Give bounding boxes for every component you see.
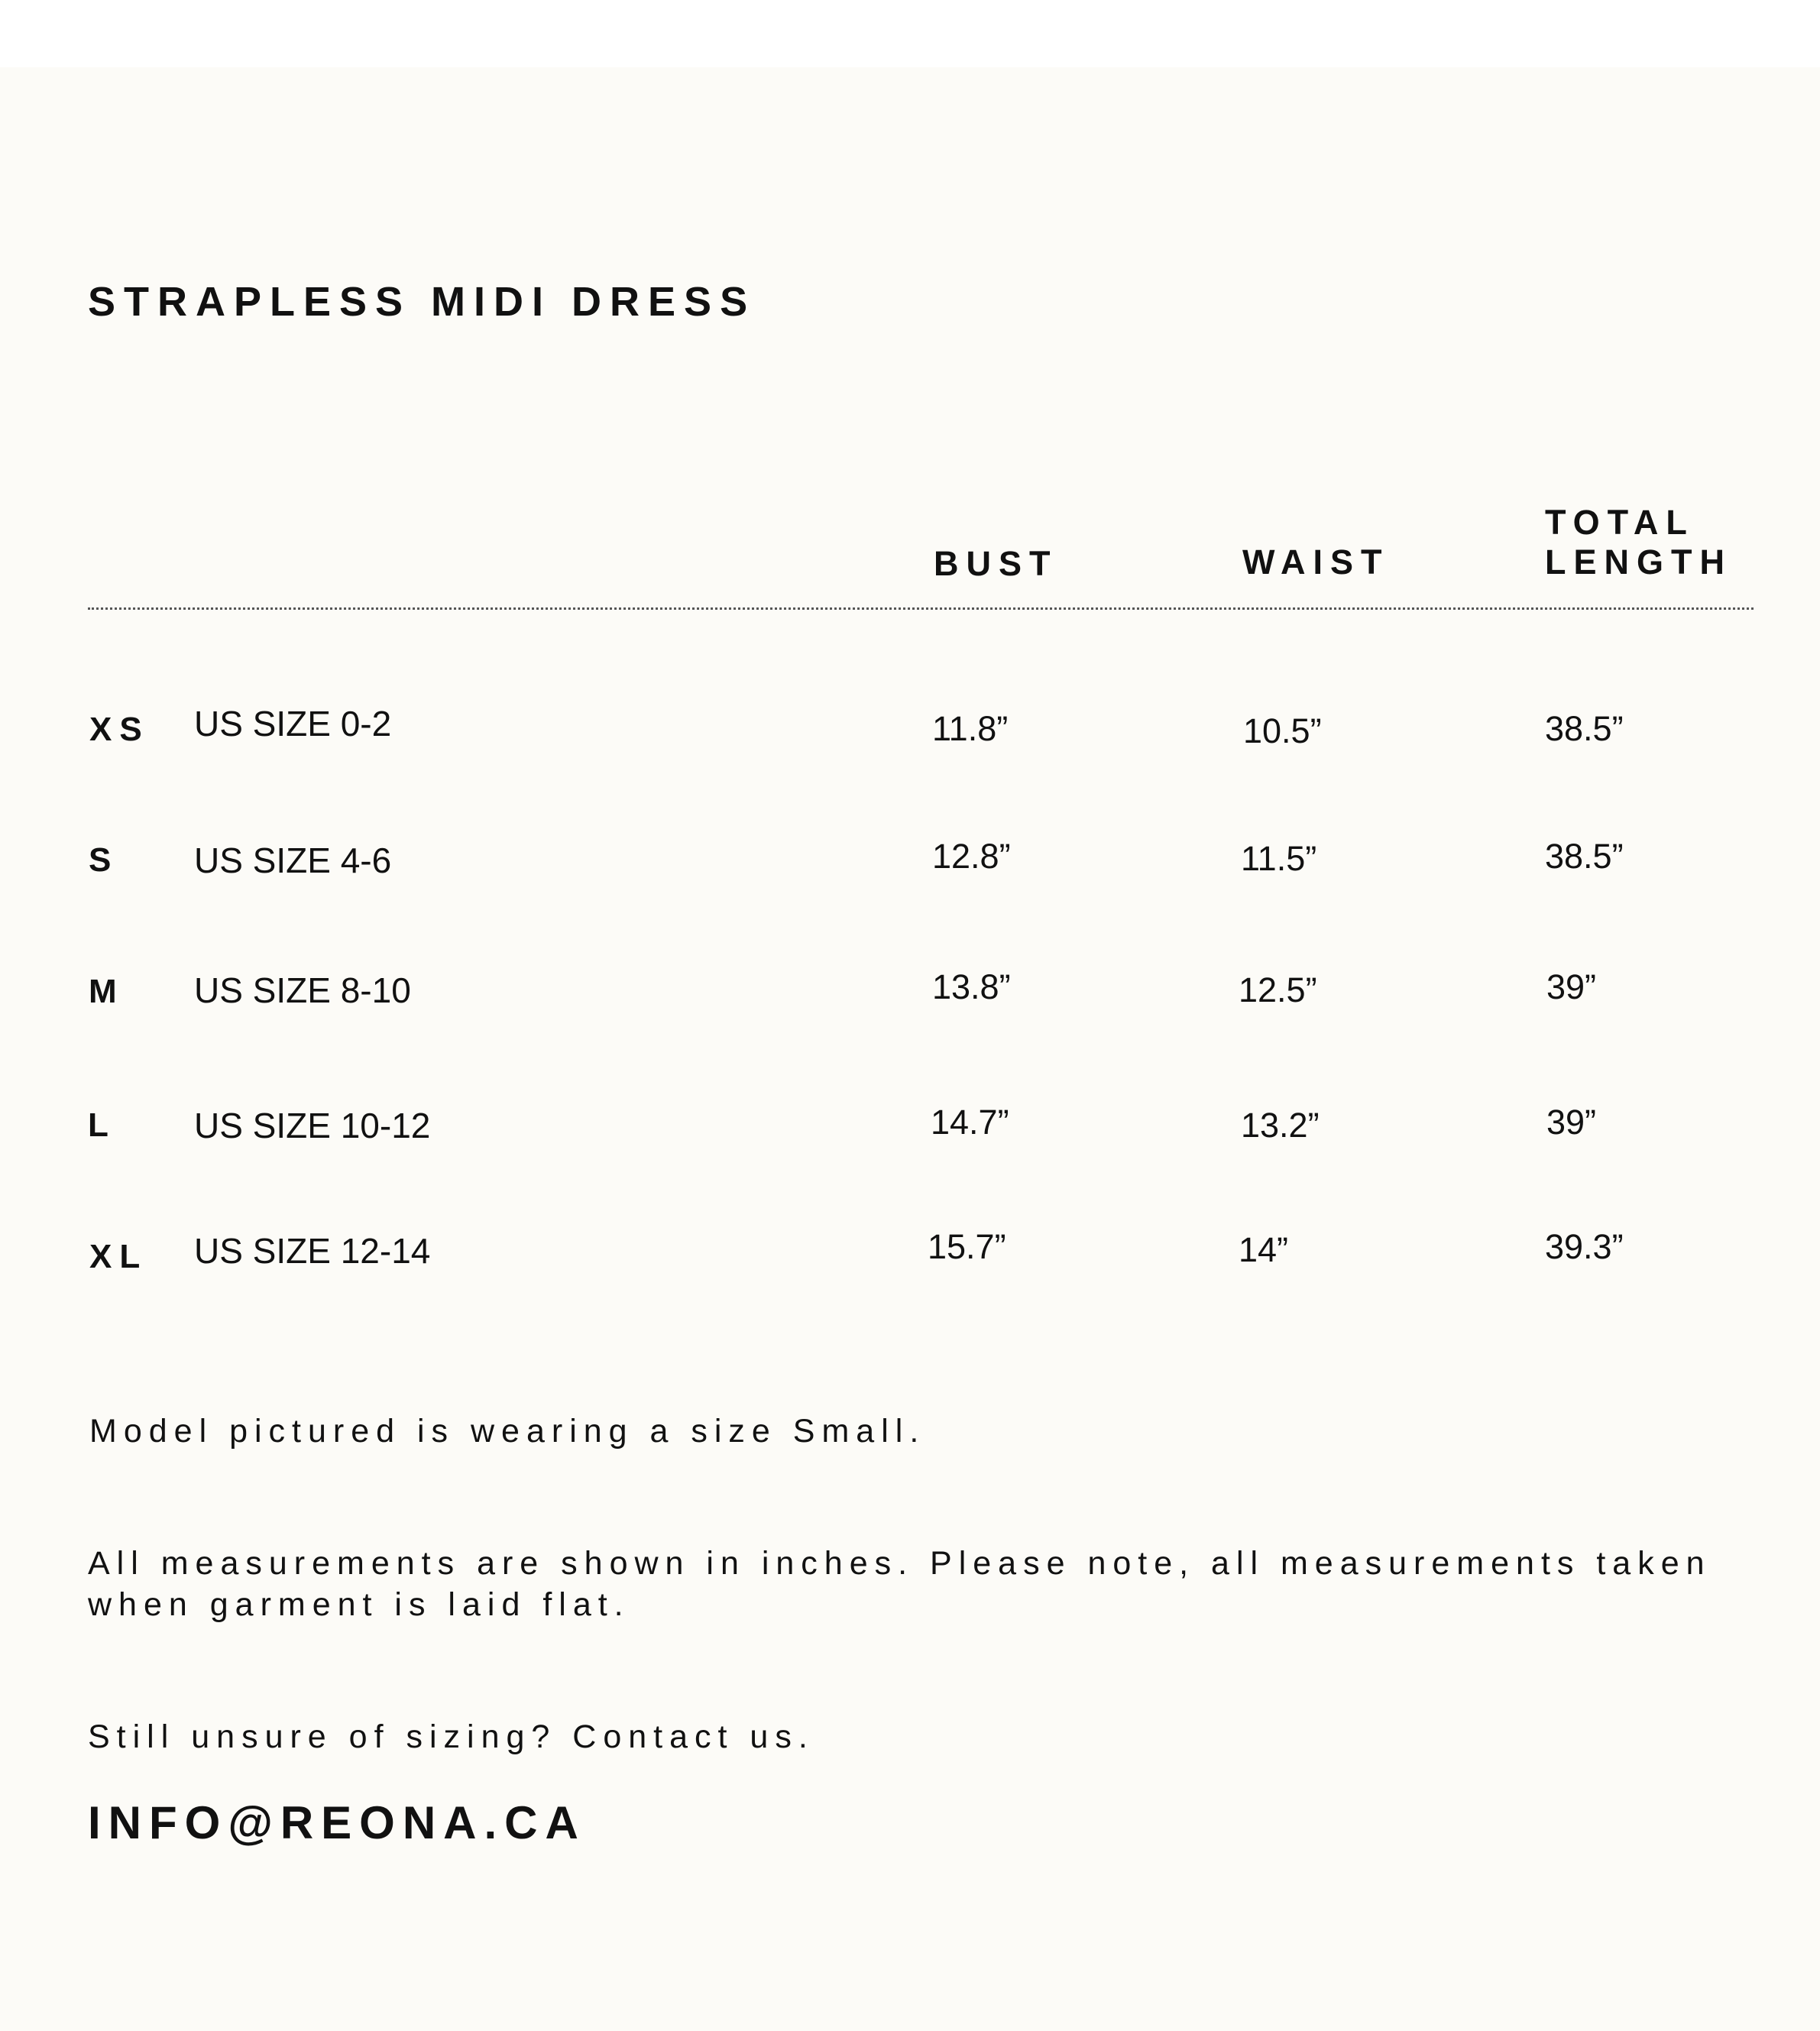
measurement-note-line1: All measurements are shown in inches. Please note, all measurements taken: [88, 1545, 1712, 1582]
bust-value: 11.8”: [932, 709, 1009, 748]
waist-value: 14”: [1239, 1230, 1289, 1269]
us-size: US SIZE 4-6: [194, 841, 392, 880]
waist-value: 13.2”: [1241, 1106, 1320, 1145]
measurement-note: [88, 1543, 1712, 1625]
header-divider: [88, 607, 1754, 610]
bust-value: 14.7”: [931, 1103, 1009, 1142]
contact-email-link[interactable]: INFO@REONA.CA: [88, 1797, 586, 1848]
total-length-value: 39”: [1546, 1103, 1597, 1142]
bust-value: 13.8”: [932, 967, 1011, 1006]
contact-prompt: Still unsure of sizing? Contact us.: [88, 1718, 814, 1755]
page-title: STRAPLESS MIDI DRESS: [88, 279, 756, 325]
total-length-value: 38.5”: [1545, 837, 1624, 876]
column-header-bust: BUST: [934, 544, 1058, 583]
bust-value: 15.7”: [928, 1227, 1006, 1266]
size-code: L: [88, 1106, 116, 1144]
total-length-value: 39”: [1546, 967, 1597, 1006]
size-code: XS: [89, 711, 150, 748]
column-header-waist: WAIST: [1242, 543, 1390, 581]
waist-value: 11.5”: [1241, 839, 1317, 878]
model-size-note: Model pictured is wearing a size Small.: [89, 1413, 926, 1450]
us-size: US SIZE 8-10: [194, 970, 411, 1010]
bust-value: 12.8”: [932, 837, 1011, 876]
us-size: US SIZE 10-12: [194, 1106, 431, 1145]
size-code: M: [89, 973, 125, 1010]
column-header-total-line2: LENGTH: [1545, 543, 1732, 581]
us-size: US SIZE 12-14: [194, 1231, 431, 1271]
column-header-total-length: [1545, 503, 1732, 582]
size-code: S: [89, 841, 119, 879]
total-length-value: 39.3”: [1545, 1227, 1624, 1266]
size-code: XL: [89, 1238, 148, 1275]
waist-value: 12.5”: [1239, 970, 1317, 1009]
column-header-total-line1: TOTAL: [1545, 503, 1695, 542]
measurement-note-line2: when garment is laid flat.: [88, 1586, 630, 1623]
waist-value: 10.5”: [1243, 711, 1322, 750]
total-length-value: 38.5”: [1545, 709, 1624, 748]
us-size: US SIZE 0-2: [194, 704, 392, 743]
